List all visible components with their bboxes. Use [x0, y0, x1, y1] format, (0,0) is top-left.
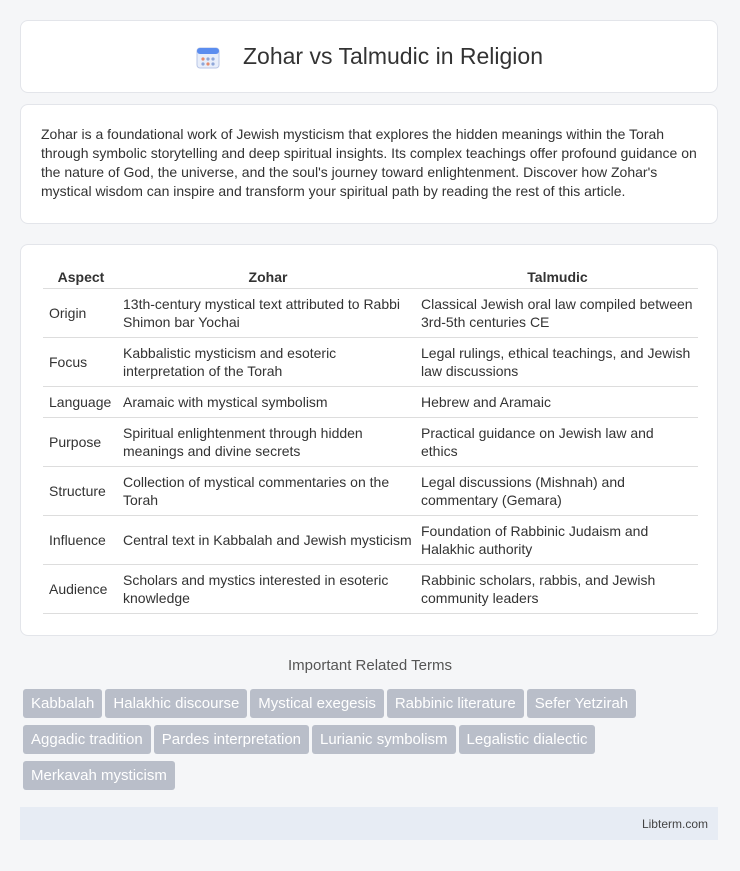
- tag-aggadic-tradition[interactable]: Aggadic tradition: [23, 725, 151, 754]
- header-zohar: Zohar: [119, 265, 417, 289]
- aspect-cell: Focus: [43, 338, 119, 387]
- table-row: [43, 289, 698, 338]
- tag-legalistic-dialectic[interactable]: Legalistic dialectic: [459, 725, 596, 754]
- table-row: [43, 565, 698, 614]
- zohar-cell: Central text in Kabbalah and Jewish mysticism: [119, 516, 417, 565]
- zohar-cell: Aramaic with mystical symbolism: [119, 387, 417, 418]
- talmudic-cell: Hebrew and Aramaic: [417, 387, 698, 418]
- table-row: [43, 387, 698, 418]
- aspect-cell: Purpose: [43, 418, 119, 467]
- talmudic-cell: Legal discussions (Mishnah) and commentary (Gemara): [417, 467, 698, 516]
- tag-rabbinic-literature[interactable]: Rabbinic literature: [387, 689, 524, 718]
- tag-halakhic-discourse[interactable]: Halakhic discourse: [105, 689, 247, 718]
- calendar-icon: [195, 44, 221, 70]
- tag-kabbalah[interactable]: Kabbalah: [23, 689, 102, 718]
- talmudic-cell: Foundation of Rabbinic Judaism and Halakhic authority: [417, 516, 698, 565]
- aspect-cell: Audience: [43, 565, 119, 614]
- related-terms-title: Important Related Terms: [288, 657, 452, 674]
- header-aspect: Aspect: [43, 265, 119, 289]
- intro-text: Zohar is a foundational work of Jewish mysticism that explores the hidden meanings within the Torah through symbolic storytelling and deep spiritual insights. Its complex teachings offer profound guidance on the nature of God, the universe, and the soul's journey toward enlightenment. Discover how Zohar's mystical wisdom can inspire and transform your spiritual path by reading the rest of this article.: [41, 126, 697, 199]
- zohar-cell: Kabbalistic mysticism and esoteric interpretation of the Torah: [119, 338, 417, 387]
- aspect-cell: Origin: [43, 289, 119, 338]
- comparison-table: [43, 265, 698, 614]
- table-row: [43, 516, 698, 565]
- footer-link[interactable]: Libterm.com: [641, 816, 708, 831]
- zohar-cell: Collection of mystical commentaries on the Torah: [119, 467, 417, 516]
- header-talmudic: Talmudic: [417, 265, 698, 289]
- title-card: [20, 20, 718, 93]
- zohar-cell: 13th-century mystical text attributed to Rabbi Shimon bar Yochai: [119, 289, 417, 338]
- aspect-cell: Structure: [43, 467, 119, 516]
- aspect-cell: Language: [43, 387, 119, 418]
- talmudic-cell: Rabbinic scholars, rabbis, and Jewish community leaders: [417, 565, 698, 614]
- tag-mystical-exegesis[interactable]: Mystical exegesis: [250, 689, 384, 718]
- tag-sefer-yetzirah[interactable]: Sefer Yetzirah: [527, 689, 636, 718]
- talmudic-cell: Practical guidance on Jewish law and ethics: [417, 418, 698, 467]
- page-title: Zohar vs Talmudic in Religion: [243, 43, 543, 69]
- table-row: [43, 467, 698, 516]
- zohar-cell: Scholars and mystics interested in esoteric knowledge: [119, 565, 417, 614]
- talmudic-cell: Classical Jewish oral law compiled between 3rd-5th centuries CE: [417, 289, 698, 338]
- tag-lurianic-symbolism[interactable]: Lurianic symbolism: [312, 725, 456, 754]
- tag-pardes-interpretation[interactable]: Pardes interpretation: [154, 725, 309, 754]
- tag-merkavah-mysticism[interactable]: Merkavah mysticism: [23, 761, 175, 790]
- aspect-cell: Influence: [43, 516, 119, 565]
- footer: [20, 807, 718, 840]
- talmudic-cell: Legal rulings, ethical teachings, and Jewish law discussions: [417, 338, 698, 387]
- related-tags: [23, 689, 723, 797]
- comparison-card: [20, 244, 718, 636]
- table-row: [43, 338, 698, 387]
- table-row: [43, 418, 698, 467]
- zohar-cell: Spiritual enlightenment through hidden meanings and divine secrets: [119, 418, 417, 467]
- intro-card: [20, 104, 718, 224]
